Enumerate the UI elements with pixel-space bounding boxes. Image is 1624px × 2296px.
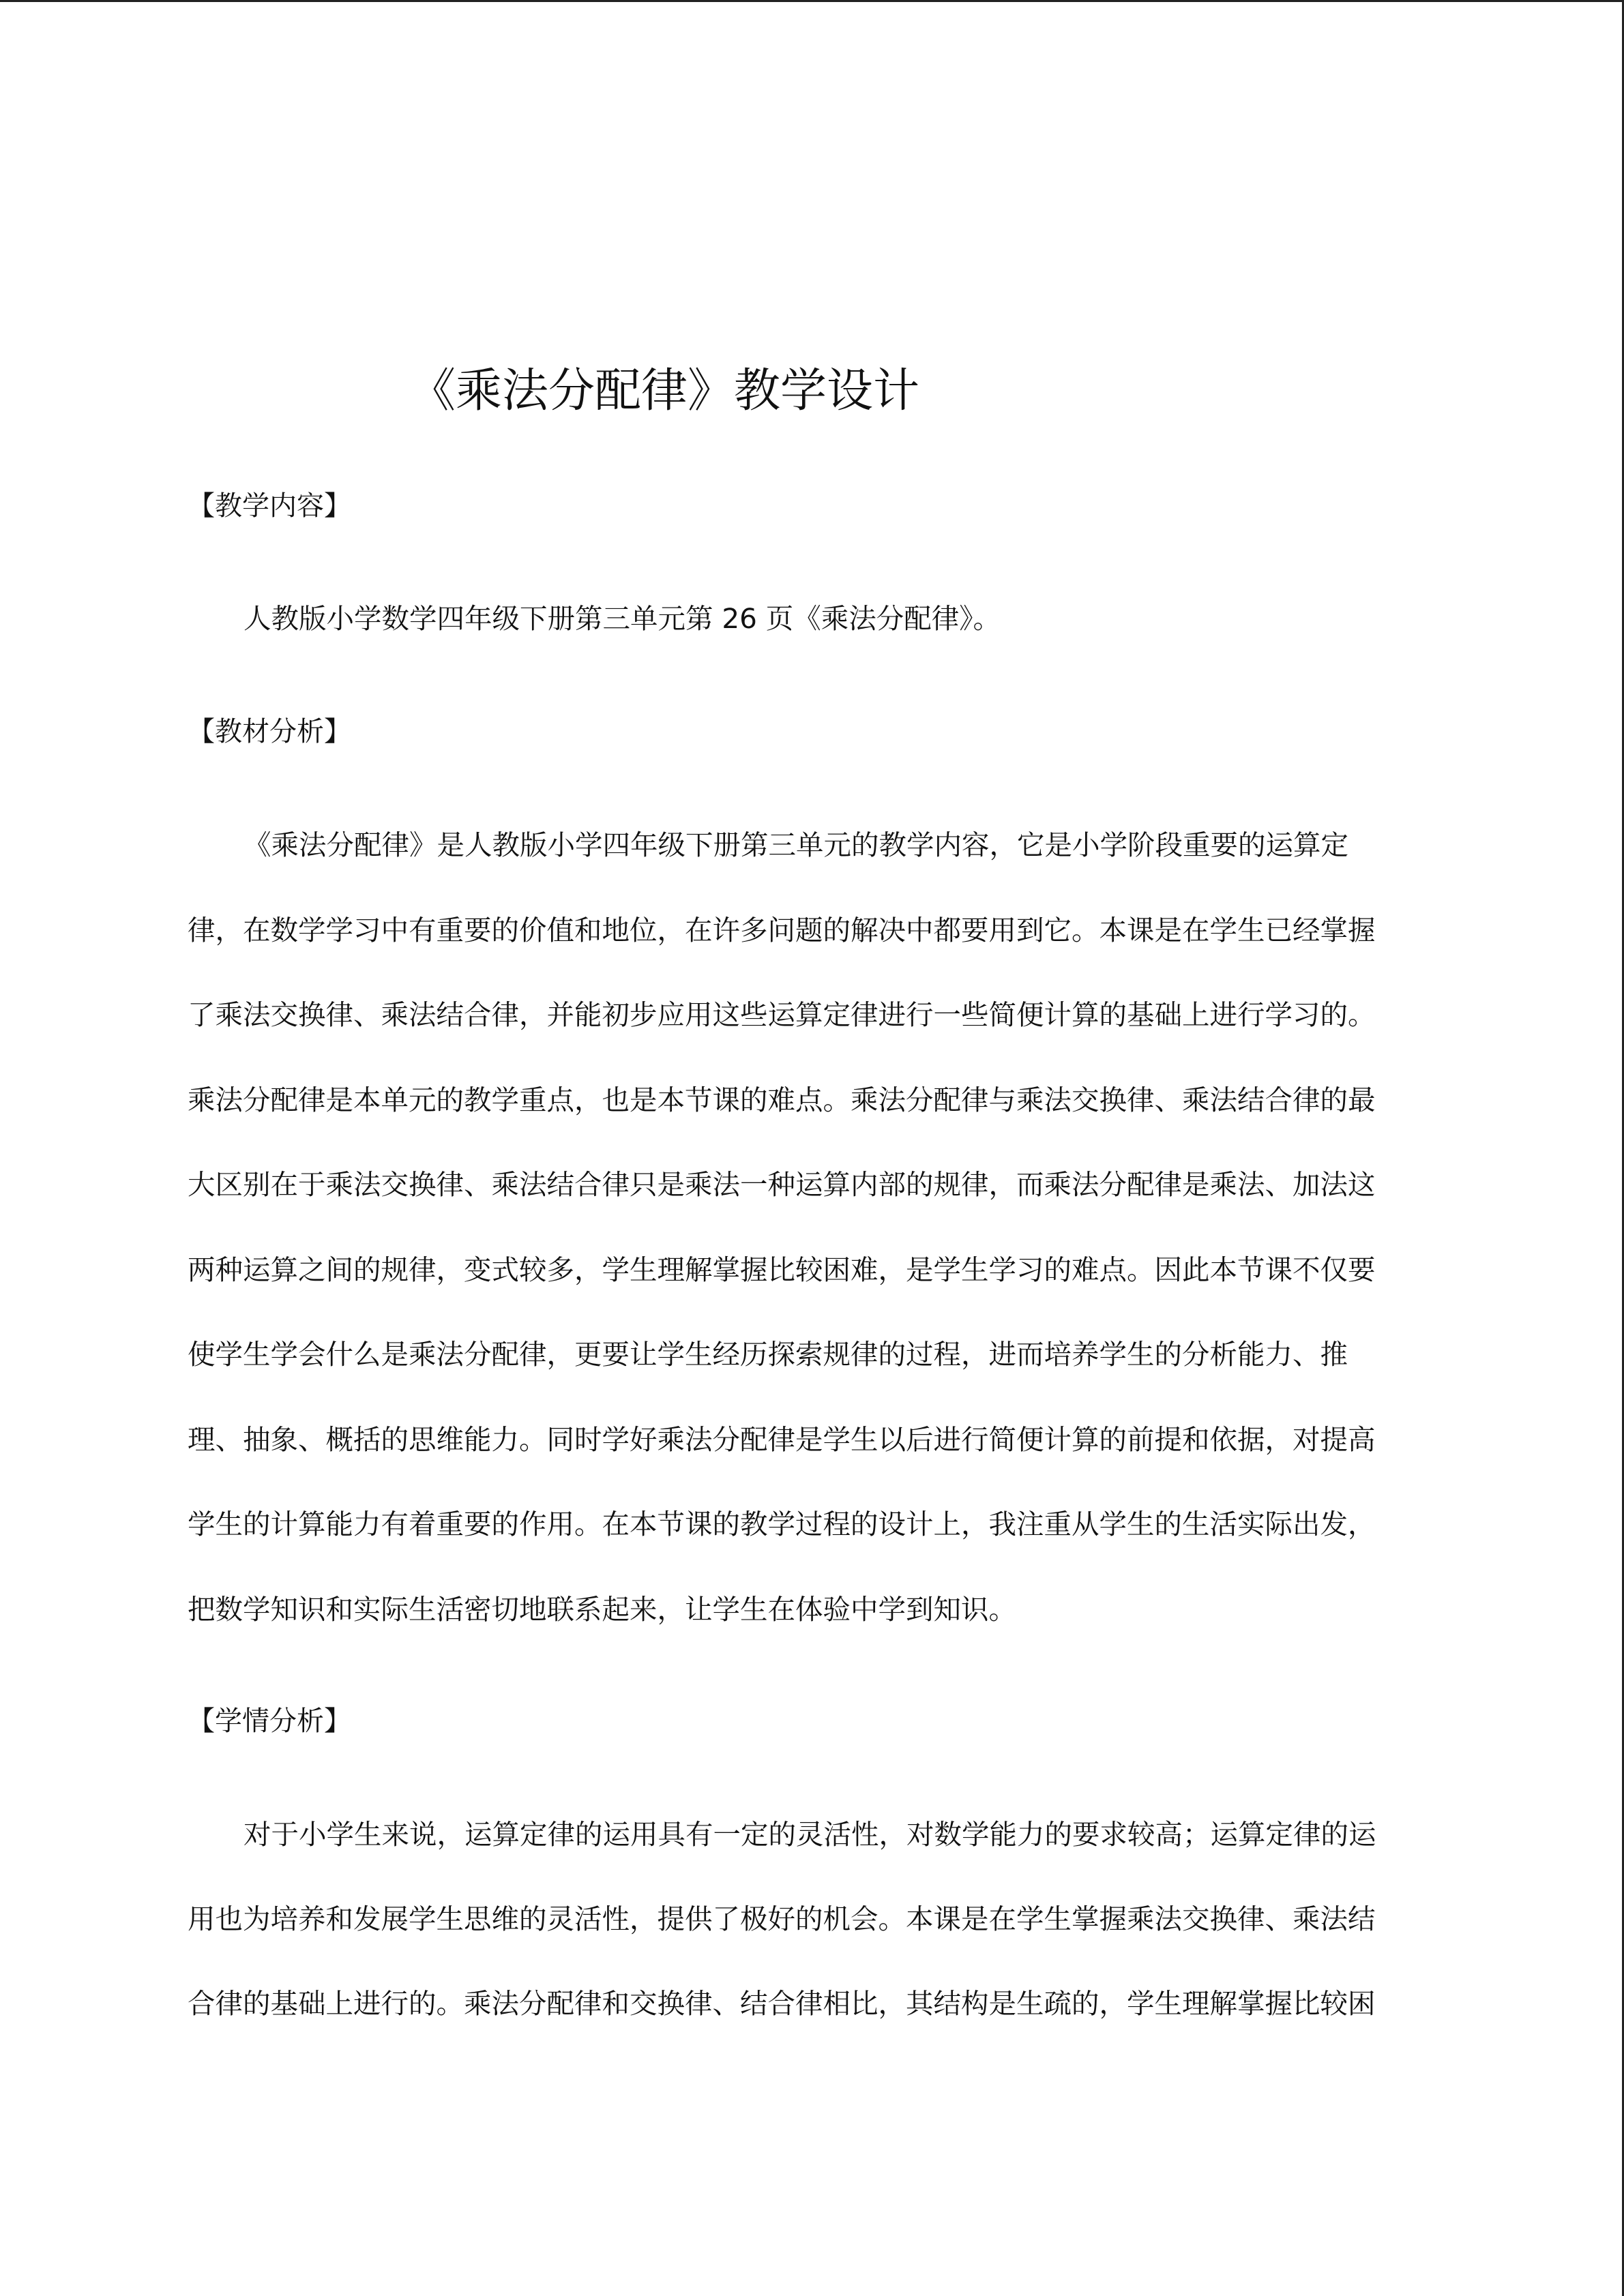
paragraph-line: 学生的计算能力有着重要的作用。在本节课的教学过程的设计上，我注重从学生的生活实际出发， [188,1508,1376,1540]
paragraph-line: 合律的基础上进行的。乘法分配律和交换律、结合律相比，其结构是生疏的，学生理解掌握比较困 [188,1987,1376,2020]
paragraph-line: 律，在数学学习中有重要的价值和地位，在许多问题的解决中都要用到它。本课是在学生已经掌握 [188,914,1376,946]
paragraph-line: 对于小学生来说，运算定律的运用具有一定的灵活性，对数学能力的要求较高；运算定律的运 [243,1818,1376,1851]
section-heading-material-analysis: 【教材分析】 [188,716,351,747]
paragraph-line: 了乘法交换律、乘法结合律，并能初步应用这些运算定律进行一些简便计算的基础上进行学习的。 [188,998,1376,1031]
paragraph-line: 两种运算之间的规律，变式较多，学生理解掌握比较困难，是学生学习的难点。因此本节课不仅要 [188,1253,1376,1286]
section-heading-learner-analysis: 【学情分析】 [188,1705,351,1737]
section-heading-content: 【教学内容】 [188,490,351,522]
document-title: 《乘法分配律》教学设计 [409,364,920,418]
paragraph-line: 大区别在于乘法交换律、乘法结合律只是乘法一种运算内部的规律，而乘法分配律是乘法、加法这 [188,1168,1376,1201]
paragraph-line: 理、抽象、概括的思维能力。同时学好乘法分配律是学生以后进行简便计算的前提和依据，对提高 [188,1423,1376,1456]
paragraph-line: 乘法分配律是本单元的教学重点，也是本节课的难点。乘法分配律与乘法交换律、乘法结合律的最 [188,1084,1376,1116]
paragraph-line: 用也为培养和发展学生思维的灵活性，提供了极好的机会。本课是在学生掌握乘法交换律、乘法结 [188,1903,1376,1935]
page-border-top [0,0,1624,2]
paragraph-line: 《乘法分配律》是人教版小学四年级下册第三单元的教学内容，它是小学阶段重要的运算定 [243,829,1348,861]
paragraph-line: 使学生学会什么是乘法分配律，更要让学生经历探索规律的过程，进而培养学生的分析能力、推 [188,1338,1348,1371]
paragraph-line: 把数学知识和实际生活密切地联系起来，让学生在体验中学到知识。 [188,1593,1016,1626]
paragraph-line: 人教版小学数学四年级下册第三单元第 26 页《乘法分配律》。 [243,602,1001,635]
